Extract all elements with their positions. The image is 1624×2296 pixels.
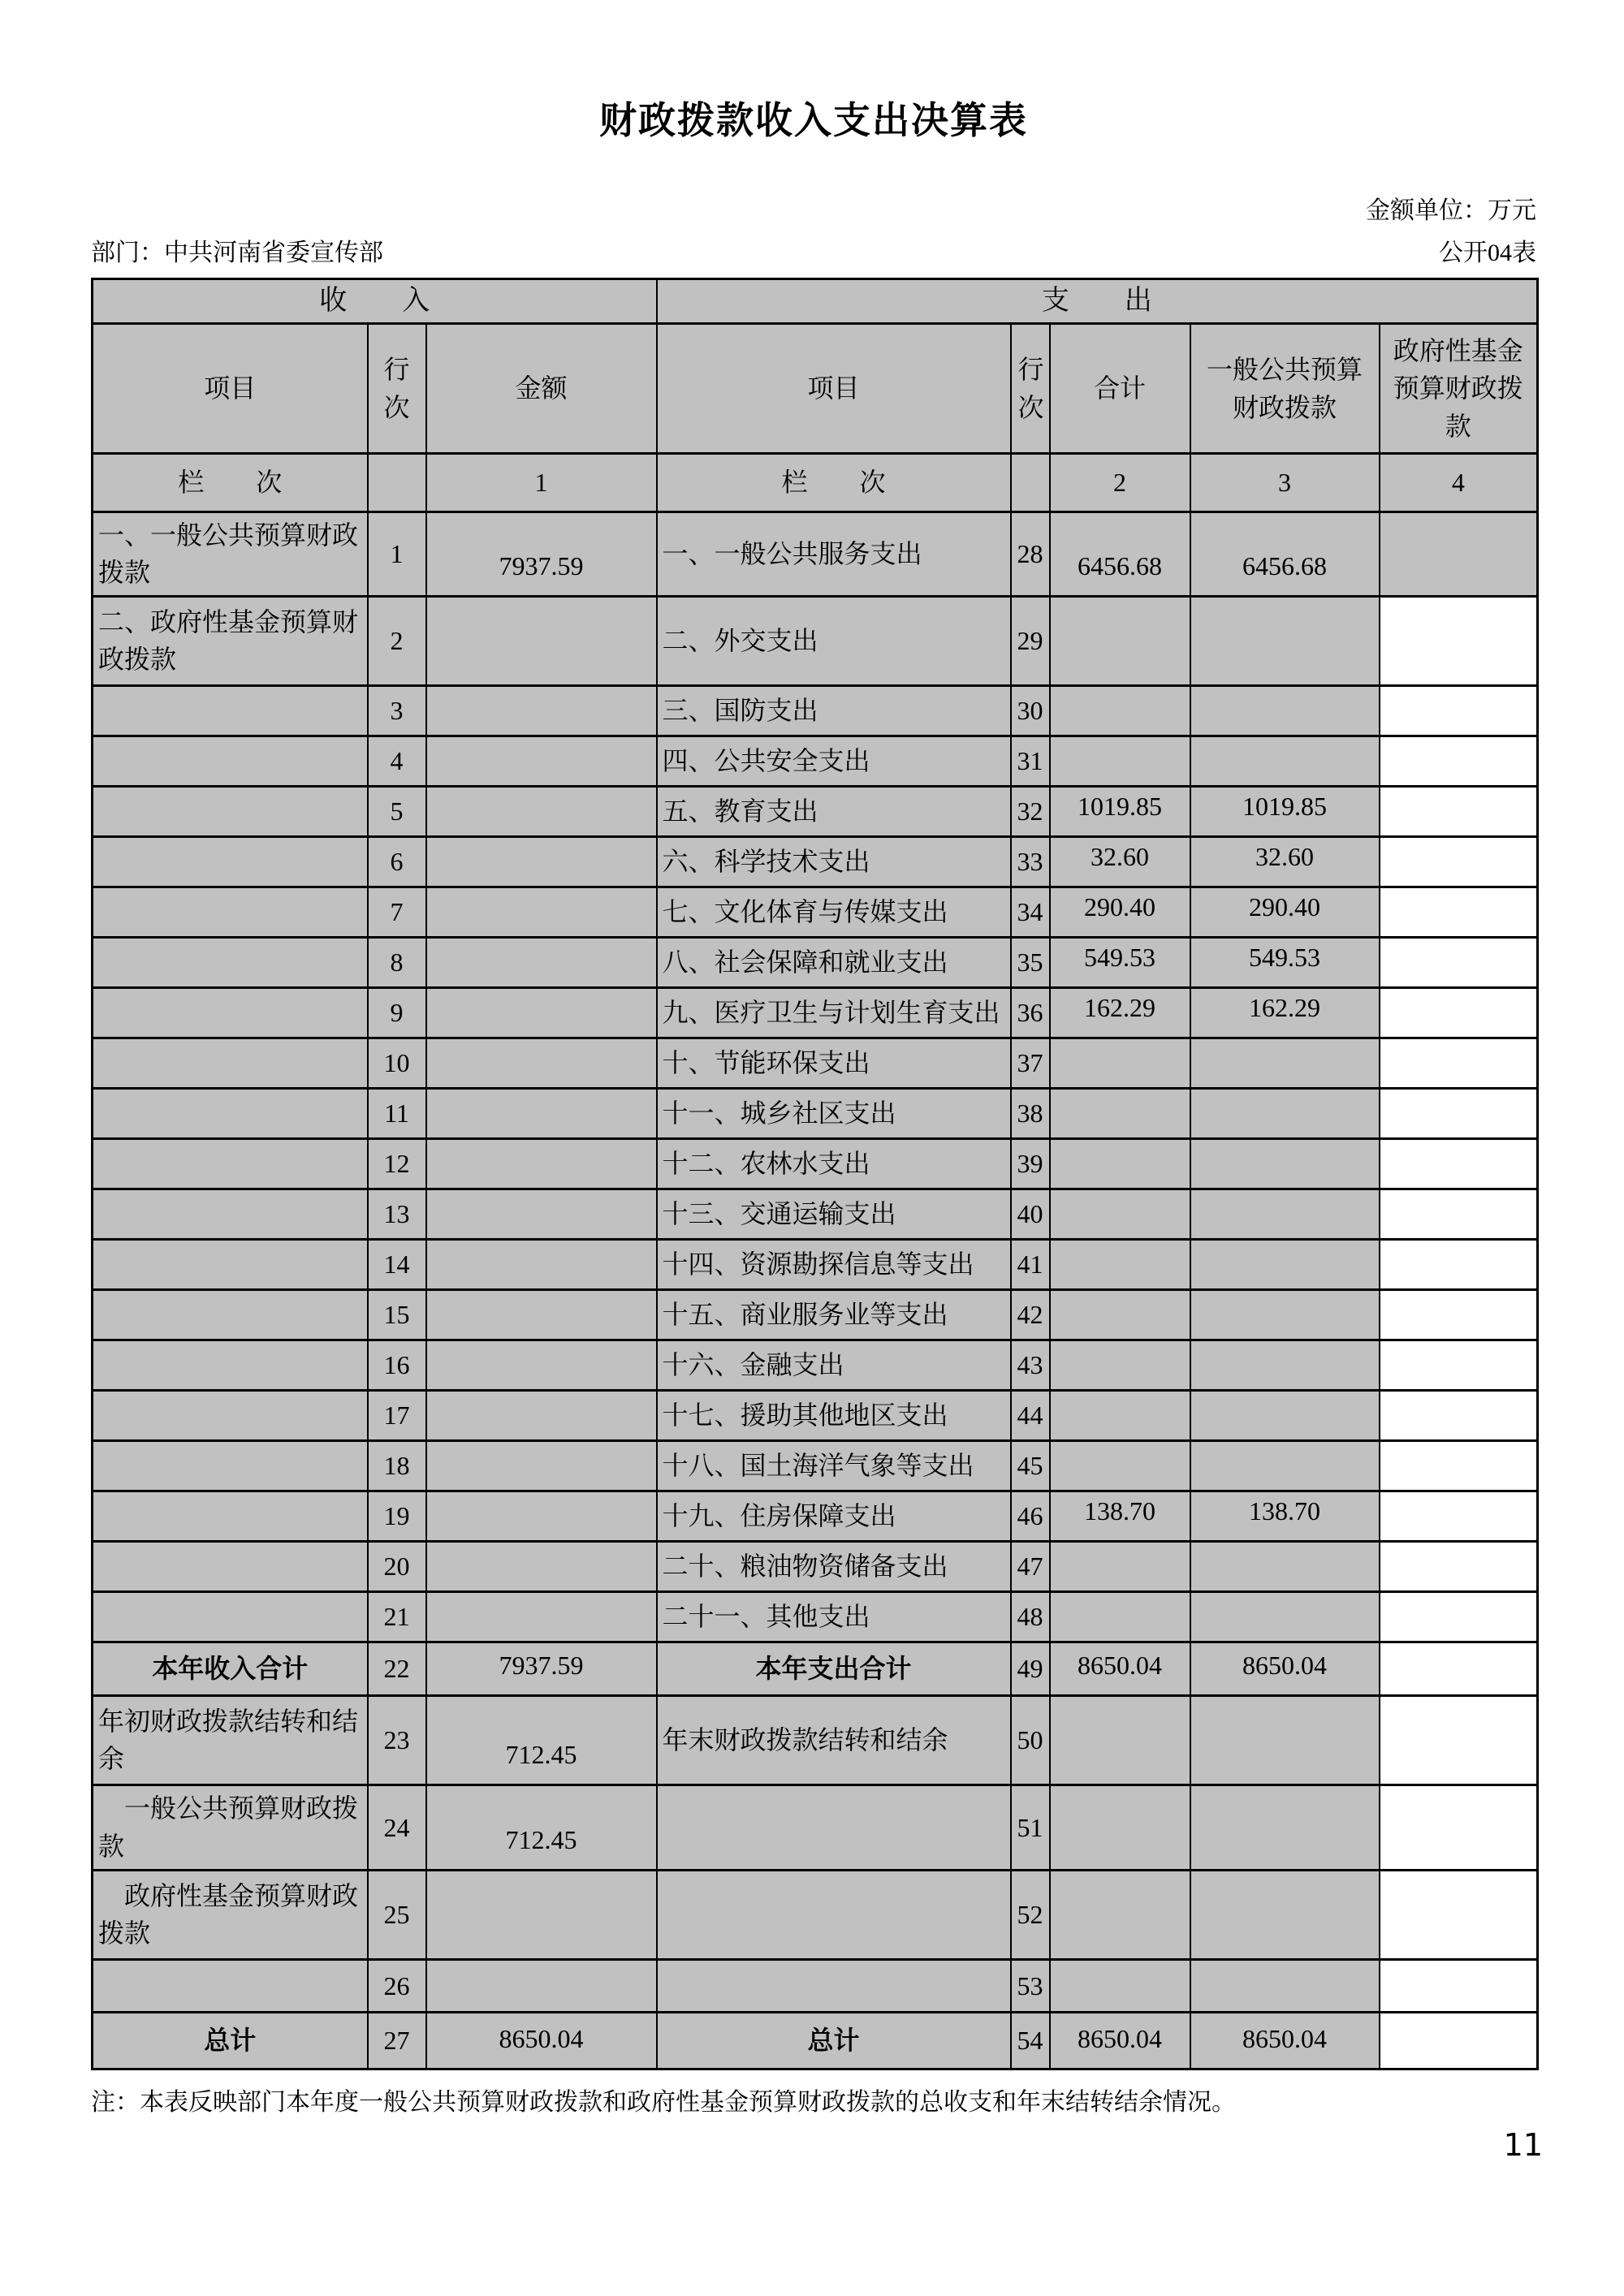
expense-item-cell: 一、一般公共服务支出 — [657, 512, 1011, 597]
expense-total-cell — [1050, 685, 1190, 736]
income-item-cell — [93, 1088, 368, 1138]
expense-general-budget-cell — [1190, 1695, 1380, 1785]
income-rowno-cell: 18 — [368, 1440, 426, 1491]
expense-total-cell: 162.29 — [1050, 987, 1190, 1038]
expense-general-budget-cell — [1190, 1390, 1380, 1440]
expense-general-budget-cell: 8650.04 — [1190, 2012, 1380, 2069]
expense-item-cell: 八、社会保障和就业支出 — [657, 937, 1011, 987]
income-rowno-cell: 23 — [368, 1695, 426, 1785]
sheet-number: 公开04表 — [1439, 240, 1536, 266]
expense-general-budget-cell: 8650.04 — [1190, 1642, 1380, 1695]
expense-general-budget-cell — [1190, 1591, 1380, 1642]
income-amount-cell — [426, 1591, 657, 1642]
expense-total-cell: 549.53 — [1050, 937, 1190, 987]
income-rowno-cell: 10 — [368, 1038, 426, 1088]
income-rowno-cell: 16 — [368, 1340, 426, 1390]
expense-general-budget-cell — [1190, 1138, 1380, 1189]
income-amount-cell — [426, 1959, 657, 2012]
expense-index-label: 栏 次 — [657, 454, 1011, 512]
expense-gov-fund-cell — [1380, 887, 1538, 937]
table-row — [93, 1340, 1538, 1390]
expense-item-cell: 年末财政拨款结转和结余 — [657, 1695, 1011, 1785]
income-amount-cell — [426, 937, 657, 987]
expense-section-header: 支 出 — [657, 279, 1538, 324]
table-row — [93, 2012, 1538, 2069]
income-item-cell — [93, 1189, 368, 1239]
expense-general-budget-cell — [1190, 736, 1380, 786]
expense-item-cell: 十四、资源勘探信息等支出 — [657, 1239, 1011, 1289]
column-index-row — [93, 454, 1538, 512]
table-row — [93, 736, 1538, 786]
income-item-cell: 本年收入合计 — [93, 1642, 368, 1695]
income-item-cell — [93, 987, 368, 1038]
income-rowno-cell: 14 — [368, 1239, 426, 1289]
income-item-cell — [93, 786, 368, 836]
income-item-header: 项目 — [93, 324, 368, 454]
expense-gov-fund-cell — [1380, 987, 1538, 1038]
unit-note: 金额单位：万元 — [1366, 197, 1536, 224]
income-rowno-cell: 13 — [368, 1189, 426, 1239]
expense-rowno-cell: 46 — [1011, 1491, 1050, 1541]
income-amount-cell — [426, 596, 657, 685]
income-rowno-cell: 21 — [368, 1591, 426, 1642]
expense-rowno-cell: 54 — [1011, 2012, 1050, 2069]
income-amount-cell — [426, 685, 657, 736]
expense-total-cell: 6456.68 — [1050, 512, 1190, 597]
expense-gov-fund-cell — [1380, 1138, 1538, 1189]
expense-item-cell: 二十、粮油物资储备支出 — [657, 1541, 1011, 1591]
income-rowno-index-blank — [368, 454, 426, 512]
income-amount-cell: 7937.59 — [426, 1642, 657, 1695]
table-row — [93, 1959, 1538, 2012]
income-rowno-cell: 9 — [368, 987, 426, 1038]
income-amount-cell — [426, 1038, 657, 1088]
table-row — [93, 1591, 1538, 1642]
expense-rowno-cell: 43 — [1011, 1340, 1050, 1390]
expense-item-cell: 二十一、其他支出 — [657, 1591, 1011, 1642]
expense-rowno-cell: 49 — [1011, 1642, 1050, 1695]
expense-total-cell — [1050, 1340, 1190, 1390]
expense-total-cell — [1050, 1138, 1190, 1189]
income-rowno-cell: 19 — [368, 1491, 426, 1541]
expense-general-budget-cell — [1190, 1239, 1380, 1289]
income-item-cell — [93, 1390, 368, 1440]
expense-total-cell — [1050, 596, 1190, 685]
income-rowno-cell: 17 — [368, 1390, 426, 1440]
expense-general-budget-cell — [1190, 1038, 1380, 1088]
expense-general-budget-cell: 549.53 — [1190, 937, 1380, 987]
expense-rowno-cell: 28 — [1011, 512, 1050, 597]
expense-gov-fund-cell — [1380, 1239, 1538, 1289]
expense-rowno-cell: 39 — [1011, 1138, 1050, 1189]
table-row — [93, 1289, 1538, 1340]
expense-rowno-cell: 47 — [1011, 1541, 1050, 1591]
income-item-cell: 总计 — [93, 2012, 368, 2069]
table-row — [93, 937, 1538, 987]
budget-table — [91, 278, 1539, 2070]
income-item-cell — [93, 1541, 368, 1591]
income-rowno-cell: 3 — [368, 685, 426, 736]
income-section-header: 收 入 — [93, 279, 657, 324]
income-item-cell: 二、政府性基金预算财政拨款 — [93, 596, 368, 685]
expense-item-cell: 总计 — [657, 2012, 1011, 2069]
table-row — [93, 987, 1538, 1038]
expense-general-budget-cell — [1190, 1289, 1380, 1340]
expense-gov-fund-cell — [1380, 1390, 1538, 1440]
income-rowno-cell: 2 — [368, 596, 426, 685]
expense-item-cell: 十八、国土海洋气象等支出 — [657, 1440, 1011, 1491]
income-amount-cell — [426, 1390, 657, 1440]
expense-rowno-cell: 50 — [1011, 1695, 1050, 1785]
income-item-cell — [93, 1289, 368, 1340]
expense-item-cell: 本年支出合计 — [657, 1642, 1011, 1695]
income-item-cell — [93, 736, 368, 786]
expense-gov-fund-cell — [1380, 1038, 1538, 1088]
expense-total-cell — [1050, 1088, 1190, 1138]
income-rowno-cell: 11 — [368, 1088, 426, 1138]
page-title: 财政拨款收入支出决算表 — [599, 100, 1028, 141]
expense-total-index: 2 — [1050, 454, 1190, 512]
expense-item-header: 项目 — [657, 324, 1011, 454]
expense-item-cell: 九、医疗卫生与计划生育支出 — [657, 987, 1011, 1038]
expense-general-budget-cell — [1190, 1541, 1380, 1591]
expense-gov-fund-cell — [1380, 1340, 1538, 1390]
expense-gov-fund-cell — [1380, 685, 1538, 736]
expense-item-cell: 十五、商业服务业等支出 — [657, 1289, 1011, 1340]
income-item-cell: 一般公共预算财政拨款 — [93, 1785, 368, 1870]
income-amount-cell — [426, 1088, 657, 1138]
income-amount-cell — [426, 1289, 657, 1340]
expense-gov-fund-cell — [1380, 2012, 1538, 2069]
income-rowno-cell: 24 — [368, 1785, 426, 1870]
income-amount-cell — [426, 836, 657, 887]
expense-total-cell: 138.70 — [1050, 1491, 1190, 1541]
income-amount-cell — [426, 987, 657, 1038]
expense-item-cell: 三、国防支出 — [657, 685, 1011, 736]
expense-gov-fund-cell — [1380, 836, 1538, 887]
expense-item-cell: 十二、农林水支出 — [657, 1138, 1011, 1189]
table-row — [93, 1239, 1538, 1289]
expense-gov-fund-cell — [1380, 1289, 1538, 1340]
income-item-cell — [93, 685, 368, 736]
expense-gov-fund-cell — [1380, 1642, 1538, 1695]
table-row — [93, 1870, 1538, 1959]
expense-gov-fund-cell — [1380, 596, 1538, 685]
expense-item-cell: 十三、交通运输支出 — [657, 1189, 1011, 1239]
income-item-cell — [93, 1340, 368, 1390]
income-amount-cell: 7937.59 — [426, 512, 657, 597]
table-row — [93, 512, 1538, 597]
income-amount-cell: 712.45 — [426, 1695, 657, 1785]
income-rowno-cell: 22 — [368, 1642, 426, 1695]
expense-general-budget-cell — [1190, 1785, 1380, 1870]
table-body — [93, 512, 1538, 2069]
expense-rowno-cell: 40 — [1011, 1189, 1050, 1239]
expense-rowno-cell: 48 — [1011, 1591, 1050, 1642]
income-item-cell — [93, 1591, 368, 1642]
income-amount-cell — [426, 736, 657, 786]
expense-rowno-cell: 30 — [1011, 685, 1050, 736]
income-amount-cell — [426, 1870, 657, 1959]
expense-general-budget-cell: 290.40 — [1190, 887, 1380, 937]
expense-item-cell: 十七、援助其他地区支出 — [657, 1390, 1011, 1440]
expense-general-budget-cell: 1019.85 — [1190, 786, 1380, 836]
income-amount-cell — [426, 887, 657, 937]
income-item-cell — [93, 1440, 368, 1491]
income-rowno-cell: 6 — [368, 836, 426, 887]
expense-item-cell — [657, 1785, 1011, 1870]
income-rowno-cell: 27 — [368, 2012, 426, 2069]
income-item-cell — [93, 1491, 368, 1541]
income-rowno-cell: 1 — [368, 512, 426, 597]
income-amount-cell — [426, 1340, 657, 1390]
expense-rowno-cell: 52 — [1011, 1870, 1050, 1959]
income-amount-cell: 8650.04 — [426, 2012, 657, 2069]
table-row — [93, 1088, 1538, 1138]
table-row — [93, 887, 1538, 937]
expense-gov-fund-cell — [1380, 1870, 1538, 1959]
income-rowno-cell: 8 — [368, 937, 426, 987]
expense-total-header: 合计 — [1050, 324, 1190, 454]
income-item-cell: 年初财政拨款结转和结余 — [93, 1695, 368, 1785]
income-rowno-header: 行次 — [368, 324, 426, 454]
expense-gov-fund-cell — [1380, 786, 1538, 836]
expense-total-cell — [1050, 1695, 1190, 1785]
table-row — [93, 1785, 1538, 1870]
expense-total-cell — [1050, 1959, 1190, 2012]
income-item-cell — [93, 836, 368, 887]
income-rowno-cell: 4 — [368, 736, 426, 786]
expense-item-cell: 十九、住房保障支出 — [657, 1491, 1011, 1541]
income-amount-cell — [426, 786, 657, 836]
expense-general-budget-cell — [1190, 1088, 1380, 1138]
expense-rowno-cell: 51 — [1011, 1785, 1050, 1870]
expense-gov-fund-cell — [1380, 1541, 1538, 1591]
table-row — [93, 1642, 1538, 1695]
expense-general-budget-cell — [1190, 685, 1380, 736]
expense-item-cell: 十、节能环保支出 — [657, 1038, 1011, 1088]
expense-item-cell: 六、科学技术支出 — [657, 836, 1011, 887]
expense-general-budget-cell: 6456.68 — [1190, 512, 1380, 597]
table-row — [93, 1541, 1538, 1591]
expense-item-cell: 十六、金融支出 — [657, 1340, 1011, 1390]
expense-rowno-cell: 33 — [1011, 836, 1050, 887]
income-rowno-cell: 25 — [368, 1870, 426, 1959]
expense-total-cell: 1019.85 — [1050, 786, 1190, 836]
expense-rowno-index-blank — [1011, 454, 1050, 512]
expense-gov-fund-cell — [1380, 1491, 1538, 1541]
income-amount-cell — [426, 1239, 657, 1289]
expense-gov-fund-cell — [1380, 1591, 1538, 1642]
expense-total-cell — [1050, 1440, 1190, 1491]
table-row — [93, 836, 1538, 887]
income-rowno-cell: 5 — [368, 786, 426, 836]
table-row — [93, 1138, 1538, 1189]
expense-gov-fund-cell — [1380, 736, 1538, 786]
footnote: 注：本表反映部门本年度一般公共预算财政拨款和政府性基金预算财政拨款的总收支和年末结转结余情况。 — [91, 2088, 1236, 2116]
table-row — [93, 1695, 1538, 1785]
expense-total-cell — [1050, 1390, 1190, 1440]
table-row — [93, 685, 1538, 736]
income-item-cell — [93, 1038, 368, 1088]
expense-general-budget-cell — [1190, 1959, 1380, 2012]
income-item-cell — [93, 937, 368, 987]
expense-rowno-cell: 37 — [1011, 1038, 1050, 1088]
expense-total-cell — [1050, 1591, 1190, 1642]
column-header-row — [93, 324, 1538, 454]
expense-gov-fund-cell — [1380, 937, 1538, 987]
expense-gov-fund-header: 政府性基金预算财政拨款 — [1380, 324, 1538, 454]
page-number: 11 — [1503, 2127, 1543, 2163]
expense-gov-fund-cell — [1380, 1785, 1538, 1870]
expense-general-budget-cell: 32.60 — [1190, 836, 1380, 887]
income-item-cell: 政府性基金预算财政拨款 — [93, 1870, 368, 1959]
expense-general-budget-cell — [1190, 1440, 1380, 1491]
income-item-cell — [93, 887, 368, 937]
expense-item-cell: 七、文化体育与传媒支出 — [657, 887, 1011, 937]
expense-general-budget-cell — [1190, 596, 1380, 685]
expense-rowno-cell: 36 — [1011, 987, 1050, 1038]
expense-rowno-cell: 35 — [1011, 937, 1050, 987]
expense-rowno-cell: 41 — [1011, 1239, 1050, 1289]
table-row — [93, 1038, 1538, 1088]
expense-total-cell — [1050, 1289, 1190, 1340]
income-rowno-cell: 15 — [368, 1289, 426, 1340]
expense-total-cell — [1050, 1541, 1190, 1591]
expense-general-budget-header: 一般公共预算财政拨款 — [1190, 324, 1380, 454]
expense-rowno-cell: 34 — [1011, 887, 1050, 937]
expense-total-cell: 8650.04 — [1050, 1642, 1190, 1695]
income-rowno-cell: 26 — [368, 1959, 426, 2012]
expense-general-budget-cell — [1190, 1189, 1380, 1239]
table-row — [93, 1440, 1538, 1491]
expense-total-cell — [1050, 1785, 1190, 1870]
income-item-cell — [93, 1959, 368, 2012]
expense-gov-fund-cell — [1380, 1959, 1538, 2012]
expense-rowno-cell: 44 — [1011, 1390, 1050, 1440]
income-index-label: 栏 次 — [93, 454, 368, 512]
expense-total-cell: 290.40 — [1050, 887, 1190, 937]
expense-gov-fund-cell — [1380, 1088, 1538, 1138]
income-rowno-cell: 7 — [368, 887, 426, 937]
expense-total-cell: 32.60 — [1050, 836, 1190, 887]
income-amount-cell — [426, 1491, 657, 1541]
income-item-cell — [93, 1239, 368, 1289]
expense-item-cell — [657, 1959, 1011, 2012]
department-label: 部门：中共河南省委宣传部 — [91, 240, 383, 266]
table-row — [93, 786, 1538, 836]
expense-general-index: 3 — [1190, 454, 1380, 512]
expense-total-cell — [1050, 1189, 1190, 1239]
expense-total-cell — [1050, 1239, 1190, 1289]
income-rowno-cell: 12 — [368, 1138, 426, 1189]
expense-rowno-cell: 29 — [1011, 596, 1050, 685]
income-item-cell: 一、一般公共预算财政拨款 — [93, 512, 368, 597]
income-amount-cell — [426, 1440, 657, 1491]
expense-fund-index: 4 — [1380, 454, 1538, 512]
expense-rowno-cell: 45 — [1011, 1440, 1050, 1491]
income-amount-index: 1 — [426, 454, 657, 512]
expense-rowno-cell: 38 — [1011, 1088, 1050, 1138]
expense-item-cell: 四、公共安全支出 — [657, 736, 1011, 786]
expense-general-budget-cell: 138.70 — [1190, 1491, 1380, 1541]
expense-item-cell — [657, 1870, 1011, 1959]
expense-gov-fund-cell — [1380, 1189, 1538, 1239]
income-amount-cell — [426, 1138, 657, 1189]
table-row — [93, 1390, 1538, 1440]
expense-rowno-cell: 31 — [1011, 736, 1050, 786]
expense-total-cell: 8650.04 — [1050, 2012, 1190, 2069]
income-amount-cell — [426, 1189, 657, 1239]
meta-row — [91, 232, 1536, 268]
expense-rowno-cell: 53 — [1011, 1959, 1050, 2012]
expense-total-cell — [1050, 1038, 1190, 1088]
section-header-row — [93, 279, 1538, 324]
table-row — [93, 1491, 1538, 1541]
expense-item-cell: 五、教育支出 — [657, 786, 1011, 836]
income-item-cell — [93, 1138, 368, 1189]
expense-general-budget-cell: 162.29 — [1190, 987, 1380, 1038]
expense-gov-fund-cell — [1380, 1440, 1538, 1491]
expense-general-budget-cell — [1190, 1340, 1380, 1390]
expense-rowno-header: 行次 — [1011, 324, 1050, 454]
expense-rowno-cell: 32 — [1011, 786, 1050, 836]
table-row — [93, 1189, 1538, 1239]
expense-rowno-cell: 42 — [1011, 1289, 1050, 1340]
expense-gov-fund-cell — [1380, 512, 1538, 597]
expense-item-cell: 十一、城乡社区支出 — [657, 1088, 1011, 1138]
expense-total-cell — [1050, 1870, 1190, 1959]
expense-general-budget-cell — [1190, 1870, 1380, 1959]
expense-total-cell — [1050, 736, 1190, 786]
income-amount-header: 金额 — [426, 324, 657, 454]
income-amount-cell: 712.45 — [426, 1785, 657, 1870]
expense-gov-fund-cell — [1380, 1695, 1538, 1785]
table-row — [93, 596, 1538, 685]
income-amount-cell — [426, 1541, 657, 1591]
income-rowno-cell: 20 — [368, 1541, 426, 1591]
expense-item-cell: 二、外交支出 — [657, 596, 1011, 685]
